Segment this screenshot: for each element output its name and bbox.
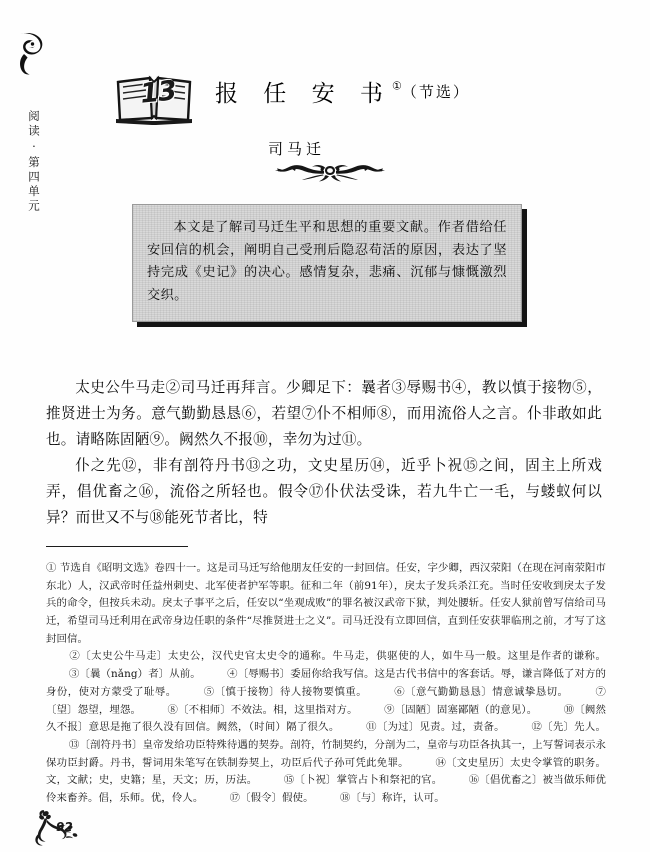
floral-corner-ornament-icon xyxy=(14,32,48,76)
chapter-badge xyxy=(112,66,196,130)
intro-callout xyxy=(132,204,522,322)
intro-box xyxy=(132,204,522,322)
footnote-item: ⑫〔先〕先人。 xyxy=(531,721,607,734)
page-number: 92 xyxy=(56,820,73,834)
footnote-item: ③〔曩（nǎng）者〕从前。 xyxy=(68,668,201,681)
footnote-item: ④〔辱赐书〕委屈你给我写信。这是古代书信中的客套话。辱，谦言降低了对方的身份，使对方蒙受了耻辱。 xyxy=(46,668,606,698)
footnote-separator xyxy=(46,546,188,547)
footnote-item: ②〔太史公牛马走〕太史公，汉代史官太史令的通称。牛马走，供驱使的人，如牛马一般。这里是作者的谦称。 xyxy=(68,650,606,663)
sidebar-unit-label: 阅读·第四单元 xyxy=(27,110,41,214)
footnote-item: ⑯〔倡优畜之〕被当做乐师优伶来畜养。倡，乐师。优，伶人。 xyxy=(46,774,607,804)
body-paragraph: 太史公牛马走②司马迁再拜言。少卿足下：曩者③辱赐书④，教以慎于接物⑤，推贤进士为务。意气勤勤恳恳⑥，若望⑦仆不相师⑧，而用流俗人之言。仆非敢如此也。请略陈固陋⑨。阙然久不报⑩，幸勿为过⑪。 xyxy=(46,379,602,448)
footnote-item: ⑤〔慎于接物〕待人接物要慎重。 xyxy=(203,685,368,698)
footnotes xyxy=(46,560,606,808)
sidebar xyxy=(8,30,54,330)
footnote-item: ⑥〔意气勤勤恳恳〕情意诚挚恳切。 xyxy=(393,685,569,698)
footnote-item: ⑬〔剖符丹书〕皇帝发给功臣特殊待遇的契券。剖符，竹制契约，分剖为二，皇帝与功臣各执其一，上写誓词表示永保功臣封爵。丹书，誓词用朱笔写在铁制券契上，功臣后代子孙可凭此免罪。 xyxy=(46,738,606,769)
footnote-item: ⑨〔固陋〕固塞鄙陋（的意见）。 xyxy=(384,703,538,716)
body-paragraph: 仆之先⑫，非有剖符丹书⑬之功，文史星历⑭，近乎卜祝⑮之间，固主上所戏弄，倡优畜之⑯，流俗之所轻也。假令⑰仆伏法受诛，若九牛亡一毛，与蝼蚁何以异？而世又不与⑱能死节者比，特 xyxy=(46,456,602,526)
footnote-item: ⑰〔假令〕假使。 xyxy=(229,791,314,804)
footnote-item: ⑱〔与〕称许，认可。 xyxy=(339,791,445,804)
title-footnote-mark: ① xyxy=(391,79,402,93)
chapter-number: 13 xyxy=(138,74,178,110)
intro-text: 本文是了解司马迁生平和思想的重要文献。作者借给任安回信的机会，阐明自己受刑后隐忍苟活的原因，表达了坚持完成《史记》的决心。感情复杂，悲痛、沉郁与慷慨激烈交织。 xyxy=(147,220,507,304)
footnote-item: ⑧〔不相师〕不效法。相，这里指对方。 xyxy=(167,703,358,716)
footnote-item: ⑭〔文史星历〕太史令掌管的职务。文，文献；史，史籍；星，天文；历，历法。 xyxy=(46,756,606,787)
footnote-item: ⑪〔为过〕见责。过，责备。 xyxy=(365,721,505,734)
footnote-item: ① 节选自《昭明文选》卷四十一。这是司马迁写给他朋友任安的一封回信。任安，字少卿，西汉荥阳（在现在河南荥阳市东北）人，汉武帝时任益州刺史、北军使者护军等职。征和二年（前91年），戾太子发兵杀江充。当时任安收到戾太子发兵的命令，但按兵未动。戾太子事平之后，任安以“坐观成败”的罪名被汉武帝下狱，判处腰斩。任安人狱前曾写信给司马迁，希望司马迁利用在武帝身边任职的条件“尽推贤进士之义”。司马迁没有立即回信，直到任安获罪临刑之前，才写了这封回信。 xyxy=(46,562,606,645)
footnote-item: ⑮〔卜祝〕掌管占卜和祭祀的官。 xyxy=(283,774,443,787)
footnote-item: ⑩〔阙然久不报〕意思是拖了很久没有回信。阙然，（时间）隔了很久。 xyxy=(46,703,606,734)
page-title xyxy=(215,75,555,108)
body-text xyxy=(46,375,602,531)
floral-ribbon-ornament-icon xyxy=(268,163,392,185)
page-footer xyxy=(26,806,116,846)
author-name: 司马迁 xyxy=(268,140,326,158)
footnote-item: ⑦〔望〕怨望，埋怨。 xyxy=(46,685,607,716)
title-suffix: （节选） xyxy=(401,83,470,101)
title-text: 报 任 安 书 xyxy=(215,81,392,107)
